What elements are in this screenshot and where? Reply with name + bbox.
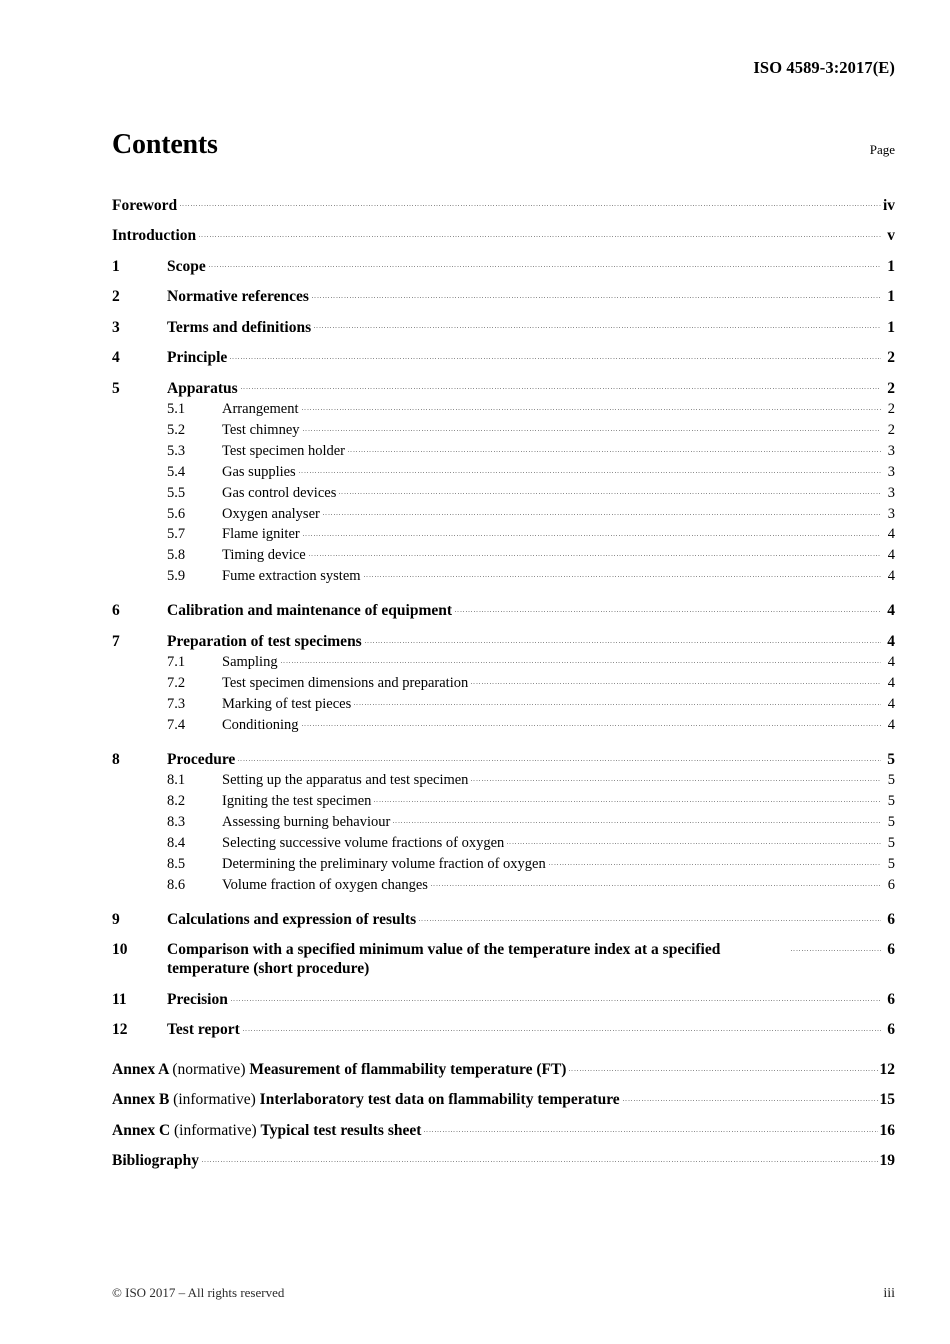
toc-page-number: 6 <box>887 876 895 893</box>
annex-kind: (informative) <box>173 1091 260 1109</box>
toc-entry-label: Procedure <box>167 750 236 768</box>
dot-leader <box>312 286 881 302</box>
toc-entry[interactable] <box>112 874 895 895</box>
toc-entry[interactable] <box>112 277 895 308</box>
toc-page-number: 4 <box>887 654 895 671</box>
page-title: Contents <box>112 129 218 160</box>
toc-annex-entry[interactable] <box>112 1080 895 1111</box>
toc-entry[interactable] <box>112 338 895 369</box>
dot-leader <box>339 482 881 497</box>
toc-entry-label: Comparison with a specified minimum value of the temperature index at a specified temperature (short procedure) <box>167 941 721 978</box>
dot-leader <box>314 316 881 332</box>
toc-page-number: 5 <box>887 793 895 810</box>
toc-entry-number: 5.9 <box>167 568 186 585</box>
toc-page-number: 4 <box>887 632 895 650</box>
annex-kind: (informative) <box>174 1121 261 1139</box>
toc-entry[interactable] <box>112 503 895 524</box>
toc-page-number: 6 <box>887 910 895 928</box>
toc-entry-number: 10 <box>112 941 128 959</box>
toc-page-number: 5 <box>887 772 895 789</box>
toc-entry-label: Terms and definitions <box>167 318 312 336</box>
dot-leader <box>231 988 881 1004</box>
dot-leader <box>471 770 881 785</box>
toc-page-number: 5 <box>887 835 895 851</box>
toc-entry[interactable] <box>112 652 895 673</box>
toc-entry-label: Timing device <box>222 547 306 564</box>
toc-page-number: 4 <box>887 547 895 564</box>
toc-entry[interactable] <box>112 246 895 277</box>
dot-leader <box>241 377 881 393</box>
toc-entry[interactable] <box>112 853 895 874</box>
toc-entry-label: Fume extraction system <box>222 568 361 585</box>
table-of-contents <box>112 185 895 1171</box>
toc-entry-label: Test specimen dimensions and preparation <box>222 675 469 692</box>
annex-title: Interlaboratory test data on flammability temperature <box>259 1091 620 1109</box>
dot-leader <box>471 673 881 688</box>
toc-entry[interactable] <box>112 545 895 566</box>
toc-entry-number: 7.4 <box>167 716 186 733</box>
toc-page-number: 2 <box>887 349 895 366</box>
toc-entry-number: 5.5 <box>167 484 186 501</box>
toc-entry[interactable] <box>112 461 895 482</box>
dot-leader <box>199 225 881 241</box>
toc-entry[interactable] <box>112 1010 895 1041</box>
toc-entry[interactable] <box>112 833 895 854</box>
dot-leader <box>281 652 881 667</box>
toc-page-number: v <box>887 227 895 244</box>
toc-entry-number: 5.4 <box>167 463 186 480</box>
toc-entry-number: 2 <box>112 288 120 305</box>
toc-bibliography-page-number: 19 <box>879 1152 895 1170</box>
toc-page-number: 6 <box>887 1021 895 1039</box>
toc-page-number: 2 <box>887 421 895 438</box>
dot-leader <box>243 1019 881 1035</box>
toc-entry-label: Apparatus <box>167 379 238 397</box>
dot-leader <box>302 399 882 414</box>
toc-entry-label: Gas control devices <box>222 484 337 501</box>
toc-page-number: 5 <box>887 855 895 872</box>
toc-entry-number: 7.1 <box>167 654 186 671</box>
toc-annex-page-number: 12 <box>879 1060 895 1078</box>
annex-title: Typical test results sheet <box>260 1121 422 1139</box>
toc-entry-label: Sampling <box>222 654 278 671</box>
dot-leader <box>303 419 881 434</box>
toc-entry[interactable] <box>112 899 895 930</box>
dot-leader <box>230 347 881 363</box>
toc-entry-number: 8.6 <box>167 876 186 893</box>
toc-entry-number: 1 <box>112 257 120 275</box>
toc-entry-number: 8.5 <box>167 855 186 872</box>
toc-entry[interactable] <box>112 216 895 247</box>
dot-leader <box>549 853 881 868</box>
dot-leader <box>623 1089 878 1105</box>
dot-leader <box>365 630 881 646</box>
dot-leader <box>299 461 881 476</box>
toc-entry-label: Determining the preliminary volume fraction of oxygen <box>222 855 546 872</box>
toc-entry-label: Igniting the test specimen <box>222 793 372 810</box>
dot-leader <box>419 908 881 924</box>
toc-page-number: 1 <box>887 318 895 336</box>
toc-page-number: 4 <box>887 675 895 692</box>
toc-page-number: 4 <box>887 568 895 585</box>
dot-leader <box>209 255 881 271</box>
spacer <box>112 1040 895 1049</box>
dot-leader <box>303 524 881 539</box>
toc-page-number: 5 <box>887 750 895 768</box>
toc-entry[interactable] <box>112 739 895 770</box>
toc-page-number: 2 <box>887 379 895 397</box>
dot-leader <box>323 503 881 518</box>
toc-entry-label: Flame igniter <box>222 526 300 543</box>
toc-annex-page-number: 16 <box>879 1121 895 1139</box>
toc-entry-label: Introduction <box>112 227 197 244</box>
toc-page-number: 4 <box>887 695 895 712</box>
toc-page-number: 1 <box>887 257 895 275</box>
toc-entry[interactable] <box>112 440 895 461</box>
toc-annex-label <box>112 1090 623 1109</box>
toc-page-number: 6 <box>887 941 895 959</box>
toc-entry-label: Scope <box>167 257 206 275</box>
toc-page-number: 5 <box>887 814 895 831</box>
dot-leader <box>431 874 881 889</box>
toc-entry[interactable] <box>112 791 895 812</box>
toc-entry-number: 5.1 <box>167 401 186 417</box>
toc-entry-label: Marking of test pieces <box>222 695 352 712</box>
toc-annex-page-number: 15 <box>879 1091 895 1109</box>
dot-leader <box>309 545 881 560</box>
toc-entry[interactable] <box>112 566 895 587</box>
dot-leader <box>202 1150 878 1166</box>
dot-leader <box>364 566 881 581</box>
toc-entry[interactable] <box>112 714 895 735</box>
dot-leader <box>180 194 881 210</box>
toc-annex-label <box>112 1060 569 1079</box>
toc-entry[interactable] <box>112 812 895 833</box>
toc-entry[interactable] <box>112 482 895 503</box>
copyright-notice: © ISO 2017 – All rights reserved <box>112 1285 285 1300</box>
toc-entry-number: 5.8 <box>167 547 186 564</box>
toc-entry-number: 7 <box>112 632 120 650</box>
document-reference-header: ISO 4589-3:2017(E) <box>753 58 895 77</box>
toc-bibliography-label: Bibliography <box>112 1152 199 1170</box>
toc-page-number: 4 <box>887 716 895 733</box>
toc-annex-entry[interactable] <box>112 1110 895 1141</box>
toc-page-number: 3 <box>887 484 895 501</box>
annex-prefix: Annex A <box>112 1060 173 1078</box>
toc-entry[interactable] <box>112 524 895 545</box>
toc-entry[interactable] <box>112 673 895 694</box>
toc-page-number: 3 <box>887 463 895 480</box>
toc-annex-label <box>112 1121 424 1140</box>
toc-entry-number: 8.4 <box>167 835 186 851</box>
toc-entry-number: 4 <box>112 349 120 366</box>
toc-page-number: 6 <box>887 990 895 1008</box>
dot-leader <box>302 714 881 729</box>
toc-entry-number: 6 <box>112 602 120 620</box>
annex-title: Measurement of flammability temperature (FT) <box>249 1060 567 1078</box>
toc-entry-label: Arrangement <box>222 401 299 417</box>
dot-leader <box>348 440 881 455</box>
toc-entry-number: 12 <box>112 1021 128 1039</box>
toc-page-number: 1 <box>887 288 895 305</box>
toc-entry[interactable] <box>112 419 895 440</box>
toc-entry[interactable] <box>112 930 895 980</box>
annex-prefix: Annex C <box>112 1121 175 1139</box>
toc-entry[interactable] <box>112 770 895 791</box>
toc-entry-label: Precision <box>167 990 228 1008</box>
toc-entry-number: 8 <box>112 750 120 768</box>
dot-leader <box>393 812 881 827</box>
toc-entry-number: 5.6 <box>167 505 186 522</box>
toc-entry-label: Calculations and expression of results <box>167 910 417 928</box>
toc-entry-number: 3 <box>112 318 120 336</box>
page-column-label: Page <box>869 142 895 157</box>
toc-entry-number: 9 <box>112 910 120 928</box>
dot-leader <box>354 693 881 708</box>
toc-entry-label: Oxygen analyser <box>222 505 320 522</box>
toc-annex-entry[interactable] <box>112 1049 895 1080</box>
dot-leader <box>455 600 881 616</box>
toc-page-number: 3 <box>887 505 895 522</box>
toc-entry[interactable] <box>112 185 895 216</box>
toc-entry-label: Calibration and maintenance of equipment <box>167 602 453 620</box>
toc-entry-number: 5.2 <box>167 421 186 438</box>
annex-prefix: Annex B <box>112 1091 174 1109</box>
toc-entry-label: Setting up the apparatus and test specimen <box>222 772 469 789</box>
toc-page-number: 3 <box>887 442 895 459</box>
toc-entry-label: Foreword <box>112 196 178 214</box>
toc-entry-label: Conditioning <box>222 716 299 733</box>
annex-kind: (normative) <box>172 1060 250 1078</box>
toc-page-number: 4 <box>887 602 895 620</box>
dot-leader <box>791 939 881 955</box>
toc-entry-label: Preparation of test specimens <box>167 632 362 650</box>
toc-entry-number: 5.3 <box>167 442 186 459</box>
toc-entry-label: Assessing burning behaviour <box>222 814 391 831</box>
toc-page-number: 4 <box>887 526 895 543</box>
dot-leader <box>238 748 881 764</box>
toc-entry-number: 7.2 <box>167 675 186 692</box>
toc-entry-number: 8.3 <box>167 814 186 831</box>
toc-entry-number: 8.1 <box>167 772 186 789</box>
toc-bibliography-entry[interactable] <box>112 1141 895 1172</box>
toc-entry[interactable] <box>112 621 895 652</box>
toc-entry-label: Principle <box>167 349 228 366</box>
page-folio: iii <box>883 1286 895 1301</box>
page-footer <box>112 1285 895 1302</box>
toc-entry-label: Selecting successive volume fractions of oxygen <box>222 835 505 851</box>
toc-entry-number: 8.2 <box>167 793 186 810</box>
toc-entry-label: Volume fraction of oxygen changes <box>222 876 428 893</box>
toc-entry[interactable] <box>112 307 895 338</box>
toc-entry-label: Normative references <box>167 288 309 305</box>
toc-entry[interactable] <box>112 368 895 399</box>
toc-entry-label: Gas supplies <box>222 463 296 480</box>
toc-entry-label: Test report <box>167 1021 240 1039</box>
dot-leader <box>424 1119 877 1135</box>
dot-leader <box>507 833 881 848</box>
dot-leader <box>569 1058 877 1074</box>
toc-entry[interactable] <box>112 591 895 622</box>
toc-entry-number: 5 <box>112 379 120 397</box>
toc-entry[interactable] <box>112 979 895 1010</box>
toc-entry-label: Test chimney <box>222 421 300 438</box>
toc-entry[interactable] <box>112 693 895 714</box>
dot-leader <box>374 791 881 806</box>
toc-entry-number: 11 <box>112 990 127 1008</box>
toc-page-number: iv <box>882 196 895 214</box>
toc-entry-number: 5.7 <box>167 526 186 543</box>
toc-entry-label: Test specimen holder <box>222 442 346 459</box>
toc-page-number: 2 <box>887 401 895 417</box>
toc-entry-number: 7.3 <box>167 695 186 712</box>
contents-heading-row <box>112 128 895 168</box>
toc-entry[interactable] <box>112 399 895 420</box>
